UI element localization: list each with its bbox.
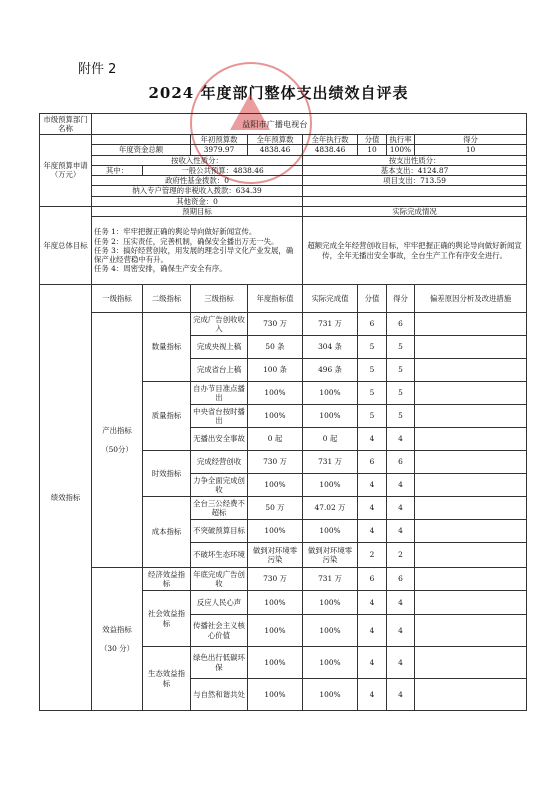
l3-cell: 完成央视上稿: [191, 336, 248, 359]
actual-header: 实际完成情况: [303, 206, 527, 216]
l3-cell: 全台三公经费不超标: [191, 497, 248, 520]
target-cell: 100%: [248, 520, 303, 543]
target-cell: 730 万: [248, 568, 303, 591]
actual-cell: 100%: [303, 382, 358, 405]
actual-cell: 100%: [303, 615, 358, 647]
economic-l2: 经济效益指标: [143, 568, 191, 591]
budget-other-row: [40, 196, 527, 206]
points-cell: 4: [358, 591, 387, 615]
perf-header: 年度指标值: [248, 285, 303, 313]
evaluation-table: [39, 113, 527, 711]
score-cell: 4: [387, 474, 415, 497]
points-cell: 5: [358, 382, 387, 405]
l3-cell: 完成广告创收收入: [191, 313, 248, 336]
target-cell: 730 万: [248, 313, 303, 336]
output-l1: 产出指标 （50分）: [92, 313, 143, 568]
points-cell: 4: [358, 615, 387, 647]
budget-row-label: 年度预算申请（万元）: [40, 135, 92, 207]
table-row: [40, 313, 527, 336]
actual-cell: 100%: [303, 591, 358, 615]
score-cell: 5: [387, 359, 415, 382]
actual-cell: 100%: [303, 520, 358, 543]
points-cell: 5: [358, 336, 387, 359]
total-value: 10: [415, 145, 527, 155]
score-cell: 6: [387, 568, 415, 591]
social-l2: 社会效益指标: [143, 591, 191, 647]
target-cell: 做到对环境零污染: [248, 543, 303, 568]
dept-label: 市级预算部门名称: [40, 114, 92, 135]
budget-header: 全年执行数: [303, 135, 358, 145]
points-cell: 2: [358, 543, 387, 568]
total-value: 4838.46: [303, 145, 358, 155]
perf-header: 二级指标: [143, 285, 191, 313]
actual-cell: 47.02 万: [303, 497, 358, 520]
score-cell: 5: [387, 405, 415, 428]
score-cell: 4: [387, 497, 415, 520]
budget-total-row: [40, 145, 527, 155]
score-cell: 6: [387, 313, 415, 336]
gov-fund: 政府性基金拨款：0: [92, 176, 303, 186]
score-cell: 2: [387, 543, 415, 568]
perf-header: 一级指标: [92, 285, 143, 313]
score-cell: 4: [387, 679, 415, 711]
actual-cell: 496 条: [303, 359, 358, 382]
general-budget: 一般公共预算：4838.46: [143, 165, 303, 175]
timeliness-l2: 时效指标: [143, 451, 191, 497]
dept-value: 益阳市广播电视台: [92, 114, 527, 135]
actual-cell: 100%: [303, 679, 358, 711]
l3-cell: 年底完成广告创收: [191, 568, 248, 591]
score-cell: 4: [387, 615, 415, 647]
quantity-l2: 数量指标: [143, 313, 191, 382]
target-cell: 0 起: [248, 428, 303, 451]
budget-fund-row: [40, 176, 527, 186]
budget-nature-row: [40, 155, 527, 165]
perf-header: 偏差原因分析及改进措施: [415, 285, 527, 313]
basic-expense: 基本支出：4124.87: [303, 165, 527, 175]
total-label: 年度资金总额: [92, 145, 191, 155]
points-cell: 5: [358, 405, 387, 428]
by-use-label: 按支出性质分：: [303, 155, 527, 165]
benefit-l1: 效益指标 （30 分）: [92, 568, 143, 711]
points-cell: 6: [358, 451, 387, 474]
budget-nontax-row: [40, 186, 527, 196]
target-cell: 100%: [248, 679, 303, 711]
target-cell: 50 万: [248, 497, 303, 520]
attachment-label: 附件 2: [78, 62, 117, 77]
budget-header: 得分: [415, 135, 527, 145]
goals-row-label: 年度总体目标: [40, 206, 92, 284]
goals-header-row: [40, 206, 527, 216]
points-cell: 6: [358, 313, 387, 336]
points-cell: 5: [358, 359, 387, 382]
actual-cell: 100%: [303, 474, 358, 497]
l3-cell: 不破坏生态环境: [191, 543, 248, 568]
target-cell: 100%: [248, 615, 303, 647]
points-cell: 4: [358, 497, 387, 520]
points-cell: 4: [358, 428, 387, 451]
planned-goals: [92, 217, 303, 285]
score-cell: 5: [387, 382, 415, 405]
points-cell: 4: [358, 647, 387, 679]
points-cell: 4: [358, 679, 387, 711]
l3-cell: 绿色出行低碳环保: [191, 647, 248, 679]
l3-cell: 传播社会主义核心价值: [191, 615, 248, 647]
l3-cell: 自办节目准点播出: [191, 382, 248, 405]
cost-l2: 成本指标: [143, 497, 191, 568]
target-cell: 100 条: [248, 359, 303, 382]
l3-cell: 中央省台按时播出: [191, 405, 248, 428]
target-cell: 730 万: [248, 451, 303, 474]
budget-header: 年初预算数: [191, 135, 248, 145]
budget-header-row: [40, 135, 527, 145]
dept-row: [40, 114, 527, 135]
planned-goal-item: 任务 3：搞好经营创收，用发展的理念引导文化产业发展，确保产业经营稳中有升。: [94, 245, 294, 265]
actual-cell: 731 万: [303, 451, 358, 474]
budget-header: 全年预算数: [248, 135, 303, 145]
page-title: 2024 年度部门整体支出绩效自评表: [148, 84, 409, 102]
score-cell: 4: [387, 520, 415, 543]
actual-cell: 做到对环境零污染: [303, 543, 358, 568]
l3-cell: 反应人民心声: [191, 591, 248, 615]
total-value: 4838.46: [248, 145, 303, 155]
score-cell: 4: [387, 428, 415, 451]
l3-cell: 完成经营创收: [191, 451, 248, 474]
total-value: 100%: [387, 145, 415, 155]
points-cell: 4: [358, 520, 387, 543]
actual-cell: 731 万: [303, 568, 358, 591]
target-cell: 100%: [248, 474, 303, 497]
actual-cell: 304 条: [303, 336, 358, 359]
target-cell: 100%: [248, 405, 303, 428]
target-cell: 50 条: [248, 336, 303, 359]
perf-header-row: [40, 285, 527, 313]
actual-cell: 100%: [303, 405, 358, 428]
total-value: 10: [358, 145, 387, 155]
target-cell: 100%: [248, 382, 303, 405]
perf-header: 实际完成值: [303, 285, 358, 313]
actual-goals: 超额完成全年经营创收目标，牢牢把握正确的舆论导向做好新闻宣传，全年无播出安全事故，全台生产工作有序安全进行。: [303, 217, 527, 285]
ecological-l2: 生态效益指标: [143, 647, 191, 711]
target-cell: 100%: [248, 591, 303, 615]
planned-header: 预期目标: [92, 206, 303, 216]
by-source-label: 按收入性质分：: [92, 155, 303, 165]
budget-general-row: [40, 165, 527, 175]
l3-cell: 力争全面完成创收: [191, 474, 248, 497]
l3-cell: 完成省台上稿: [191, 359, 248, 382]
score-cell: 4: [387, 647, 415, 679]
perf-row-label: 绩效指标: [40, 285, 92, 711]
table-row: [40, 568, 527, 591]
l3-cell: 不突破预算目标: [191, 520, 248, 543]
non-tax: 纳入专户管理的非税收入拨款：634.39: [92, 186, 303, 196]
points-cell: 4: [358, 474, 387, 497]
of-which-label: 其中：: [92, 165, 143, 175]
planned-goal-item: 任务 1：牢牢把握正确的舆论导向做好新闻宣传。: [94, 227, 257, 237]
score-cell: 5: [387, 336, 415, 359]
points-cell: 6: [358, 568, 387, 591]
score-cell: 4: [387, 591, 415, 615]
budget-header: 分值: [358, 135, 387, 145]
goals-content-row: [40, 217, 527, 285]
l3-cell: 与自然和谐共处: [191, 679, 248, 711]
perf-header: 得分: [387, 285, 415, 313]
actual-cell: 0 起: [303, 428, 358, 451]
other-funds: 其他资金：0: [92, 196, 303, 206]
actual-cell: 731 万: [303, 313, 358, 336]
l3-cell: 无播出安全事故: [191, 428, 248, 451]
score-cell: 6: [387, 451, 415, 474]
quality-l2: 质量指标: [143, 382, 191, 451]
total-value: 3979.97: [191, 145, 248, 155]
actual-cell: 100%: [303, 647, 358, 679]
planned-goal-item: 任务 2：压实责任，完善机制，确保安全播出万无一失。: [94, 236, 279, 246]
perf-header: 分值: [358, 285, 387, 313]
target-cell: 100%: [248, 647, 303, 679]
planned-goal-item: 任务 4：周密安排，确保生产安全有序。: [94, 264, 227, 274]
perf-header: 三级指标: [191, 285, 248, 313]
budget-header: 执行率: [387, 135, 415, 145]
project-expense: 项目支出：713.59: [303, 176, 527, 186]
